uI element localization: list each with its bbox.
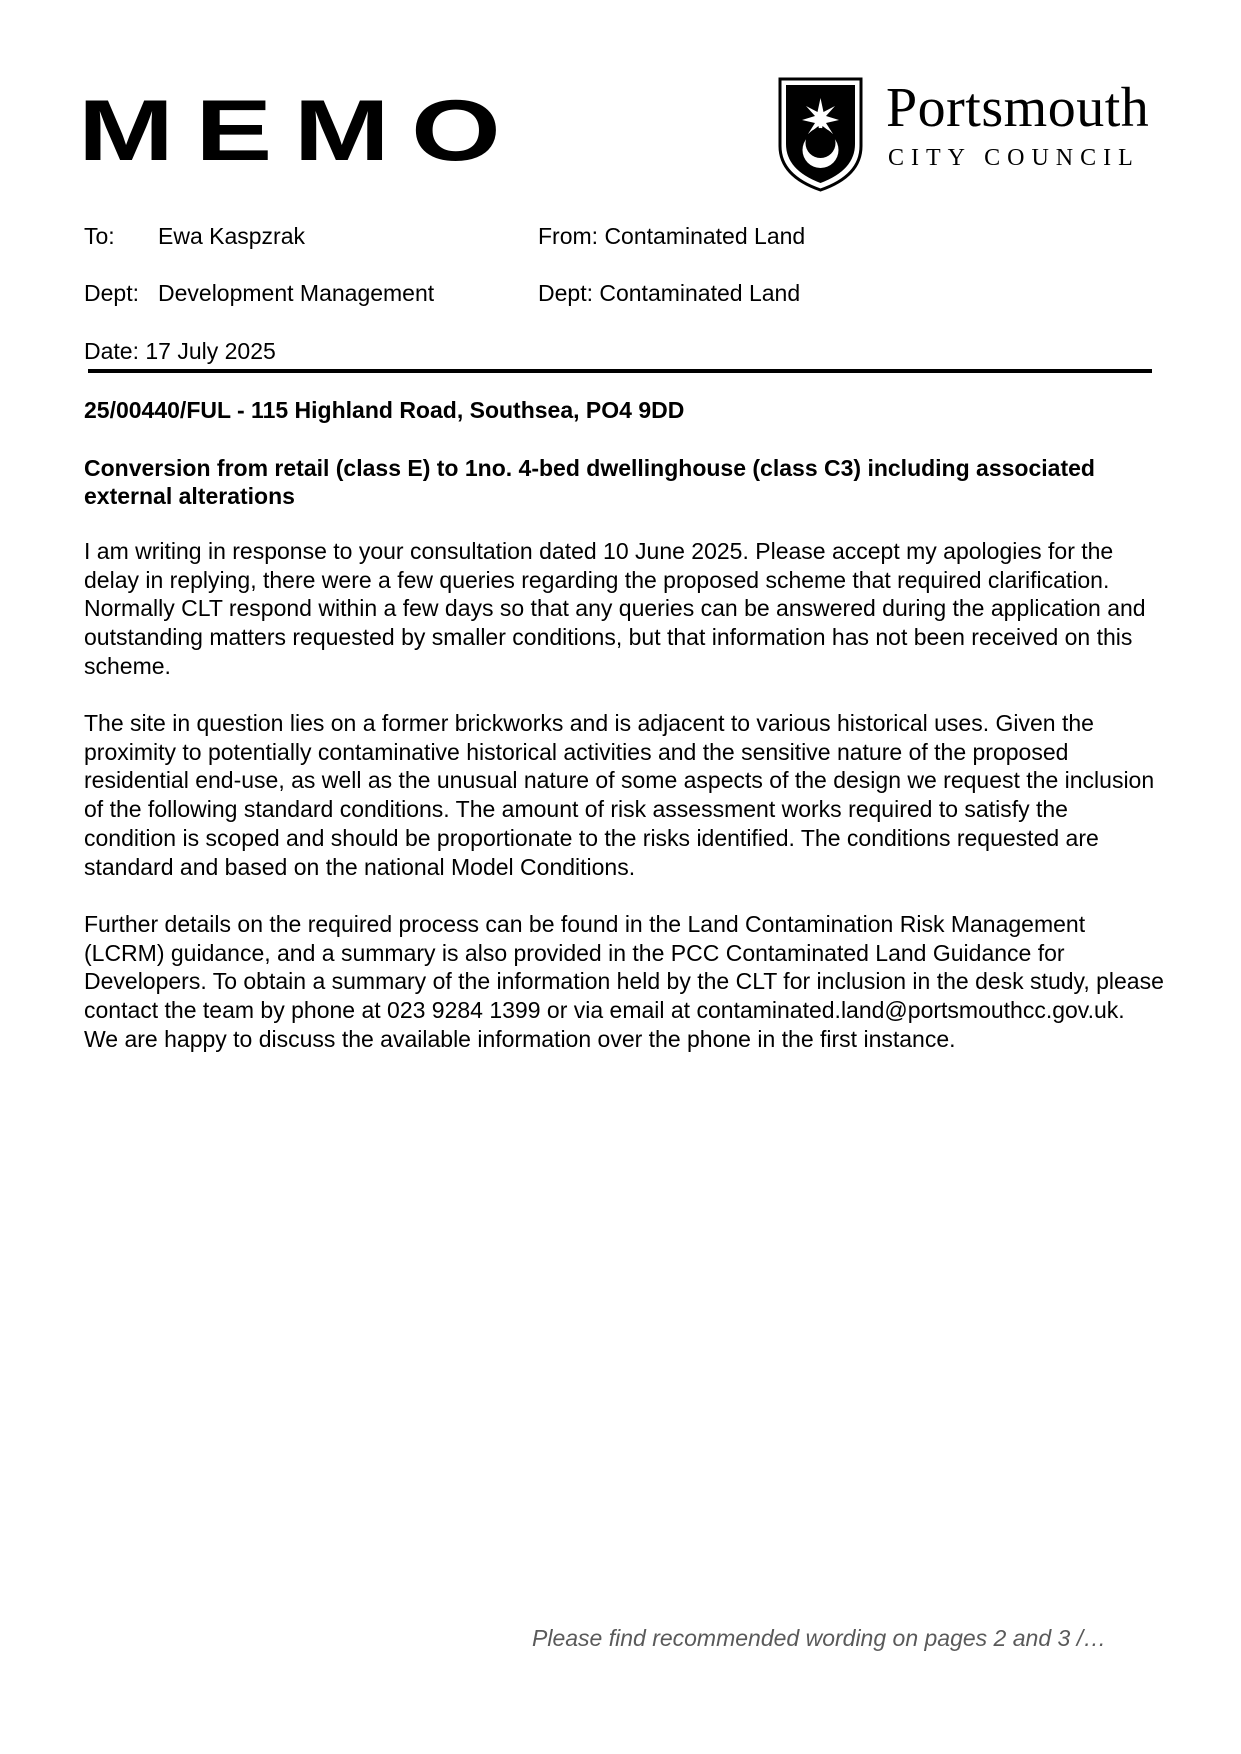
body-paragraph-1: I am writing in response to your consultation dated 10 June 2025. Please accept my apologies for the delay in replying, there were a few queries regarding the proposed scheme that required clarification. Normally CLT respond within a few days so that any queries can be answered during the application and outstanding matters requested by smaller conditions, but that information has not been received on this scheme. [84,538,1146,679]
from-dept-field: Dept: Contaminated Land [538,280,801,306]
body-paragraph-2: The site in question lies on a former brickworks and is adjacent to various historical uses. Given the proximity to potentially contaminative historical activities and the sensitive nature of the proposed residential end-use, as well as the unusual nature of some aspects of the design we request the inclusion of the following standard conditions. The amount of risk assessment works required to satisfy the condition is scoped and should be proportionate to the risks identified. The conditions requested are standard and based on the national Model Conditions. [84,710,1155,880]
from-field: From: Contaminated Land [538,223,806,249]
to-value: Ewa Kaspzrak [158,223,306,249]
body-paragraph-3: Further details on the required process can be found in the Land Contamination Risk Management (LCRM) guidance, and a summary is also provided in the PCC Contaminated Land Guidance for Developers. To obtain a summary of the information held by the CLT for inclusion in the desk study, please contact the team by phone at 023 9284 1399 or via email at contaminated.land@portsmouthcc.gov.uk. We are happy to discuss the available information over the phone in the first instance. [84,911,1164,1052]
dept-label: Dept: [84,280,139,306]
brand-name: Portsmouth [886,77,1150,139]
memo-title: MEMO [78,83,523,179]
to-field [84,223,305,251]
proposal-description: Conversion from retail (class E) to 1no. 4-bed dwellinghouse (class C3) including associated external alterations [84,455,1095,509]
application-reference: 25/00440/FUL - 115 Highland Road, Southsea, PO4 9DD [84,397,685,423]
header-divider [88,369,1152,373]
council-crest-logo [777,76,864,193]
date-field: Date: 17 July 2025 [84,338,276,364]
to-label: To: [84,223,115,249]
to-dept-field [84,280,434,308]
dept-value: Development Management [158,280,435,306]
brand-subtitle: CITY COUNCIL [888,145,1140,171]
continuation-note: Please find recommended wording on pages 2 and 3 /… [532,1625,1107,1651]
